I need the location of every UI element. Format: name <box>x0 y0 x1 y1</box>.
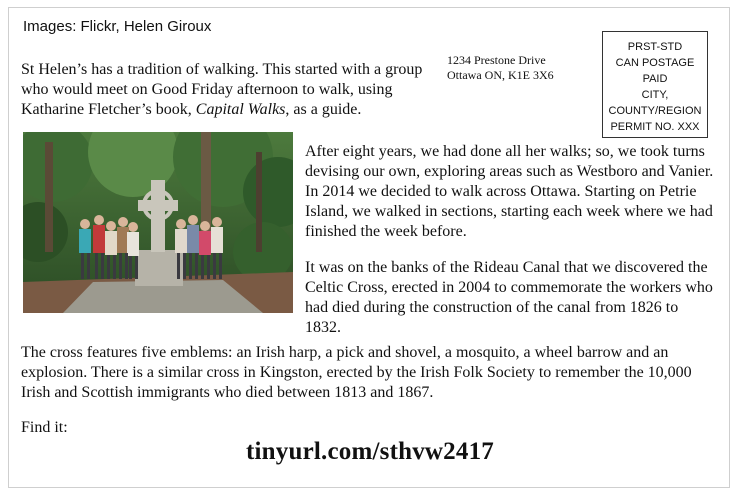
walks-paragraph: After eight years, we had done all her walks; so, we took turns devising our own, exploring areas such as Westboro and Vanier. In 2014 we decided to walk across Ottawa. Starting on Petrie Island, we walked in sections, starting each week where we had finished the week before. <box>305 143 714 240</box>
intro-text: St Helen’s has a tradition of walking. This started with a group who would meet on Good Friday afternoon to walk, using Katharine Fletcher’s book, <box>21 61 423 118</box>
group-photo-celtic-cross <box>23 132 293 313</box>
celtic-cross-paragraph: It was on the banks of the Rideau Canal that we discovered the Celtic Cross, erected in 2004 to commemorate the workers who had died during the construction of the canal from 1826 to 1832. <box>305 259 713 336</box>
postage-line: COUNTY/REGION <box>608 105 702 117</box>
postage-line: PERMIT NO. XXX <box>610 121 700 133</box>
find-it-label: Find it: <box>21 419 68 436</box>
address-line-2: Ottawa ON, K1E 3X6 <box>447 68 554 82</box>
address-line-1: 1234 Prestone Drive <box>447 53 546 67</box>
postage-line: PAID <box>642 73 668 85</box>
image-credit: Images: Flickr, Helen Giroux <box>23 18 212 35</box>
postage-line: CITY, <box>641 89 669 101</box>
emblems-paragraph: The cross features five emblems: an Irish harp, a pick and shovel, a mosquito, a wheel barrow and an explosion. There is a similar cross in Kingston, erected by the Irish Folk Society to remember the 10,000 Irish and Scottish immigrants who died between 1813 and 1867. <box>21 344 692 401</box>
mailing-address <box>447 53 554 83</box>
tinyurl-link[interactable]: tinyurl.com/sthvw2417 <box>246 438 494 465</box>
postcard <box>8 7 730 488</box>
intro-text-end: , as a guide. <box>285 101 362 118</box>
postage-indicia <box>602 31 708 138</box>
intro-paragraph <box>21 60 431 120</box>
book-title: Capital Walks <box>195 101 286 118</box>
postage-line: CAN POSTAGE <box>615 57 695 69</box>
postage-line: PRST-STD <box>627 41 683 53</box>
